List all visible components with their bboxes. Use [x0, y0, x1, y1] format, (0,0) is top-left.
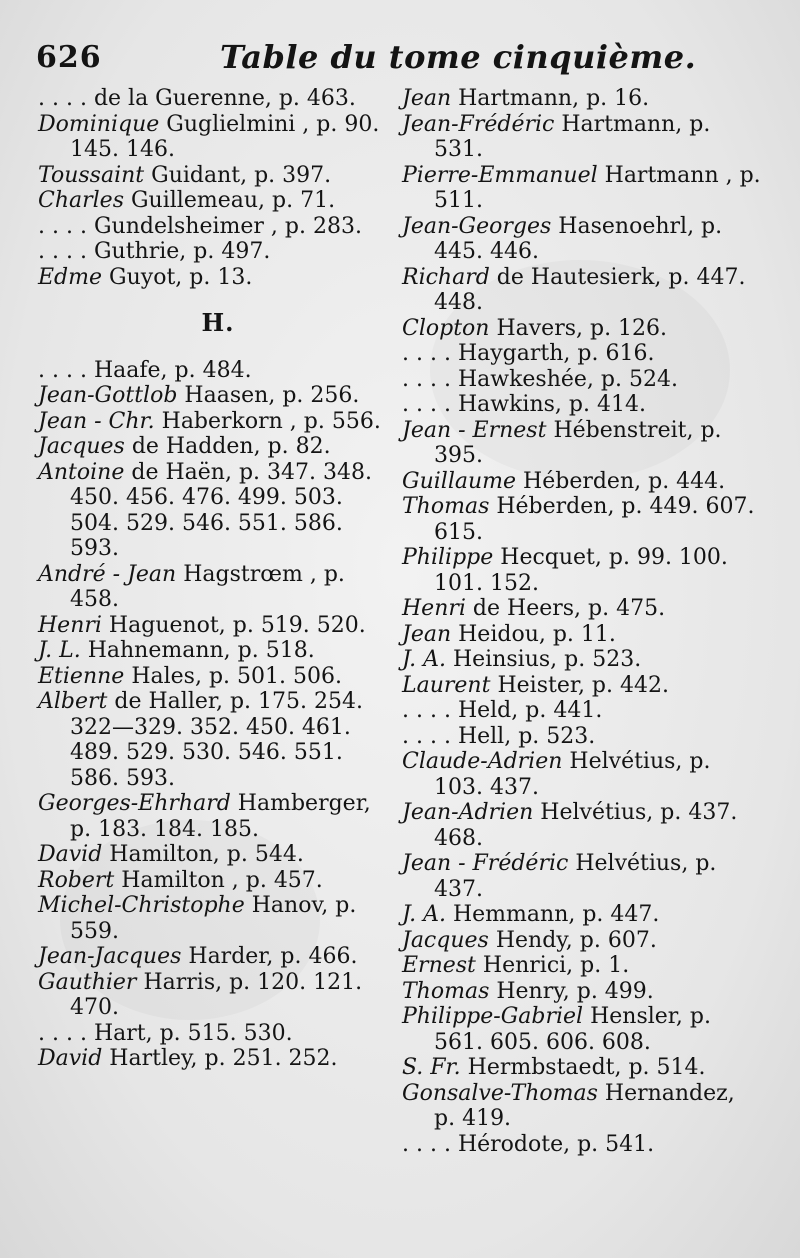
given-name: J. A. — [402, 647, 446, 672]
page-number: 626 — [36, 40, 102, 75]
index-list-h — [38, 358, 398, 1072]
entry-text: Harris, p. 120. 121. 470. — [70, 969, 363, 1020]
index-entry — [402, 979, 762, 1005]
given-name: Jacques — [38, 434, 125, 459]
index-entry — [402, 112, 762, 163]
index-entry — [402, 698, 762, 724]
given-name: Edme — [38, 264, 103, 290]
index-entry — [38, 842, 398, 868]
index-entry — [38, 265, 398, 291]
given-name: Etienne — [38, 663, 125, 689]
entry-text: Hemmann, p. 447. — [445, 902, 660, 927]
index-entry — [402, 367, 762, 393]
given-name: Jean-Frédéric — [402, 111, 555, 137]
entry-text: . . . . Hart, p. 515. 530. — [38, 1020, 293, 1046]
entry-text: Hensler, p. 561. 605. 606. 608. — [434, 1004, 711, 1055]
index-entry — [38, 358, 398, 384]
index-entry — [402, 341, 762, 367]
given-name: Jean — [402, 86, 452, 111]
index-entry — [402, 163, 762, 214]
entry-text: Hartley, p. 251. 252. — [102, 1046, 338, 1071]
given-name: Ernest — [402, 953, 476, 978]
given-name: Thomas — [402, 978, 490, 1004]
index-entry — [38, 893, 398, 944]
entry-text: Guidant, p. 397. — [144, 162, 332, 188]
index-entry — [402, 316, 762, 342]
entry-text: Guyot, p. 13. — [102, 264, 253, 290]
entry-text: Havers, p. 126. — [489, 315, 668, 341]
left-column — [38, 86, 398, 1072]
index-entry — [402, 1132, 762, 1158]
entry-text: . . . . Hawkins, p. 414. — [402, 392, 646, 417]
given-name: Jean-Georges — [402, 213, 552, 239]
entry-text: Heinsius, p. 523. — [445, 647, 642, 672]
entry-text: Haberkorn , p. 556. — [154, 408, 381, 434]
index-entry — [38, 868, 398, 894]
index-entry — [402, 953, 762, 979]
index-entry — [38, 409, 398, 435]
index-entry — [402, 1055, 762, 1081]
entry-text: Heister, p. 442. — [490, 672, 669, 698]
index-entry — [402, 622, 762, 648]
given-name: Philippe — [402, 545, 494, 570]
entry-text: Hamberger, p. 183. 184. 185. — [70, 791, 371, 842]
given-name: Dominique — [38, 111, 160, 137]
entry-text: Hendy, p. 607. — [488, 927, 657, 953]
entry-text: Helvétius, p. 103. 437. — [434, 749, 711, 800]
index-entry — [402, 86, 762, 112]
entry-text: Helvétius, p. 437. 468. — [434, 800, 738, 851]
index-entry — [38, 791, 398, 842]
index-entry — [402, 851, 762, 902]
page-header — [30, 38, 770, 78]
entry-text: Héberden, p. 444. — [516, 468, 726, 494]
entry-text: Hartmann, p. 531. — [434, 111, 711, 162]
given-name: Antoine — [38, 459, 125, 485]
entry-text: de Hautesierk, p. 447. 448. — [434, 264, 746, 315]
index-entry — [38, 239, 398, 265]
given-name: Jacques — [402, 927, 489, 953]
given-name: Richard — [402, 264, 490, 290]
entry-text: . . . . Guthrie, p. 497. — [38, 239, 271, 264]
index-entry — [402, 902, 762, 928]
index-entry — [38, 689, 398, 791]
entry-text: Hanov, p. 559. — [70, 893, 357, 944]
entry-text: . . . . Hérodote, p. 541. — [402, 1131, 655, 1157]
index-list-g — [38, 86, 398, 290]
given-name: Jean-Jacques — [38, 944, 182, 969]
given-name: Guillaume — [402, 468, 517, 494]
entry-text: . . . . Hell, p. 523. — [402, 723, 596, 749]
index-entry — [402, 469, 762, 495]
given-name: Jean — [402, 621, 452, 647]
given-name: David — [38, 842, 103, 867]
section-heading-h: H. — [201, 308, 235, 337]
entry-text: Hales, p. 501. 506. — [124, 663, 342, 689]
index-entry — [38, 1021, 398, 1047]
given-name: Michel-Christophe — [38, 893, 245, 918]
index-entry — [402, 392, 762, 418]
entry-text: Heidou, p. 11. — [451, 621, 616, 647]
given-name: Laurent — [402, 672, 491, 698]
entry-text: Hamilton, p. 544. — [102, 842, 304, 867]
entry-text: de Hadden, p. 82. — [124, 434, 331, 459]
index-entry — [38, 214, 398, 240]
index-entry — [38, 188, 398, 214]
given-name: Henri — [38, 612, 102, 638]
entry-text: Helvétius, p. 437. — [434, 851, 717, 902]
given-name: Gauthier — [38, 969, 137, 995]
entry-text: Hecquet, p. 99. 100. 101. 152. — [434, 545, 728, 596]
right-column — [402, 86, 762, 1157]
given-name: André - Jean — [38, 561, 177, 587]
entry-text: Hasenoehrl, p. 445. 446. — [434, 213, 723, 264]
index-entry — [402, 265, 762, 316]
given-name: Jean-Adrien — [402, 800, 534, 825]
given-name: Charles — [38, 188, 124, 213]
index-entry — [402, 647, 762, 673]
entry-text: Hagstrœm , p. 458. — [70, 561, 345, 612]
index-entry — [402, 724, 762, 750]
running-title: Table du tome cinquième. — [220, 38, 697, 76]
entry-text: Hahnemann, p. 518. — [80, 638, 315, 663]
entry-text: Hermbstaedt, p. 514. — [460, 1055, 706, 1080]
entry-text: de Haën, p. 347. 348. 450. 456. 476. 499. 503. 504. 529. 546. 551. 586. 593. — [70, 459, 372, 561]
given-name: Jean - Chr. — [38, 408, 155, 434]
entry-text: Hébenstreit, p. 395. — [434, 417, 722, 468]
given-name: Gonsalve-Thomas — [402, 1080, 598, 1106]
index-entry — [402, 214, 762, 265]
index-entry — [402, 545, 762, 596]
entry-text: Haguenot, p. 519. 520. — [101, 612, 366, 638]
index-entry — [38, 1046, 398, 1072]
entry-text: Guglielmini , p. 90. 145. 146. — [70, 111, 380, 162]
entry-text: . . . . Hawkeshée, p. 524. — [402, 366, 678, 392]
index-entry — [38, 944, 398, 970]
index-entry — [402, 749, 762, 800]
index-entry — [402, 494, 762, 545]
entry-text: Hartmann , p. 511. — [434, 162, 761, 213]
index-entry — [38, 112, 398, 163]
index-entry — [402, 1081, 762, 1132]
index-list-h-continued — [402, 86, 762, 1157]
index-entry — [38, 562, 398, 613]
entry-text: . . . . Haafe, p. 484. — [38, 357, 252, 383]
entry-text: . . . . Gundelsheimer , p. 283. — [38, 213, 362, 239]
given-name: Clopton — [402, 315, 490, 341]
entry-text: Hamilton , p. 457. — [114, 867, 323, 893]
entry-text: de Haller, p. 175. 254. 322—329. 352. 450. 461. 489. 529. 530. 546. 551. 586. 593. — [70, 689, 363, 791]
index-entry — [402, 1004, 762, 1055]
index-entry — [38, 613, 398, 639]
given-name: Philippe-Gabriel — [402, 1004, 584, 1029]
index-entry — [402, 800, 762, 851]
given-name: Jean-Gottlob — [38, 383, 178, 408]
entry-text: Henry, p. 499. — [489, 978, 654, 1004]
index-entry — [38, 970, 398, 1021]
entry-text: . . . . Held, p. 441. — [402, 698, 603, 723]
index-entry — [402, 928, 762, 954]
index-entry — [402, 596, 762, 622]
entry-text: Guillemeau, p. 71. — [123, 188, 336, 213]
given-name: Robert — [38, 867, 115, 893]
given-name: Albert — [38, 689, 108, 714]
given-name: Claude-Adrien — [402, 749, 563, 774]
given-name: Jean - Frédéric — [402, 851, 569, 876]
index-entry — [38, 383, 398, 409]
given-name: J. L. — [38, 638, 81, 663]
index-entry — [402, 673, 762, 699]
given-name: J. A. — [402, 902, 446, 927]
index-entry — [38, 86, 398, 112]
entry-text: Haasen, p. 256. — [177, 383, 360, 408]
entry-text: Hernandez, p. 419. — [434, 1080, 735, 1131]
given-name: Georges-Ehrhard — [38, 791, 231, 816]
given-name: Toussaint — [38, 162, 145, 188]
index-entry — [38, 434, 398, 460]
entry-text: Harder, p. 466. — [181, 944, 358, 969]
given-name: Pierre-Emmanuel — [402, 162, 598, 188]
index-entry — [38, 460, 398, 562]
given-name: Jean - Ernest — [402, 417, 547, 443]
entry-text: . . . . de la Guerenne, p. 463. — [38, 86, 356, 111]
given-name: Thomas — [402, 494, 490, 519]
given-name: S. Fr. — [402, 1055, 461, 1080]
given-name: David — [38, 1046, 103, 1071]
entry-text: Héberden, p. 449. 607. 615. — [434, 494, 755, 545]
entry-text: Hartmann, p. 16. — [451, 86, 650, 111]
given-name: Henri — [402, 596, 466, 621]
entry-text: . . . . Haygarth, p. 616. — [402, 341, 655, 366]
entry-text: de Heers, p. 475. — [465, 596, 666, 621]
index-entry — [38, 638, 398, 664]
entry-text: Henrici, p. 1. — [475, 953, 630, 978]
index-entry — [38, 664, 398, 690]
index-entry — [38, 163, 398, 189]
index-entry — [402, 418, 762, 469]
